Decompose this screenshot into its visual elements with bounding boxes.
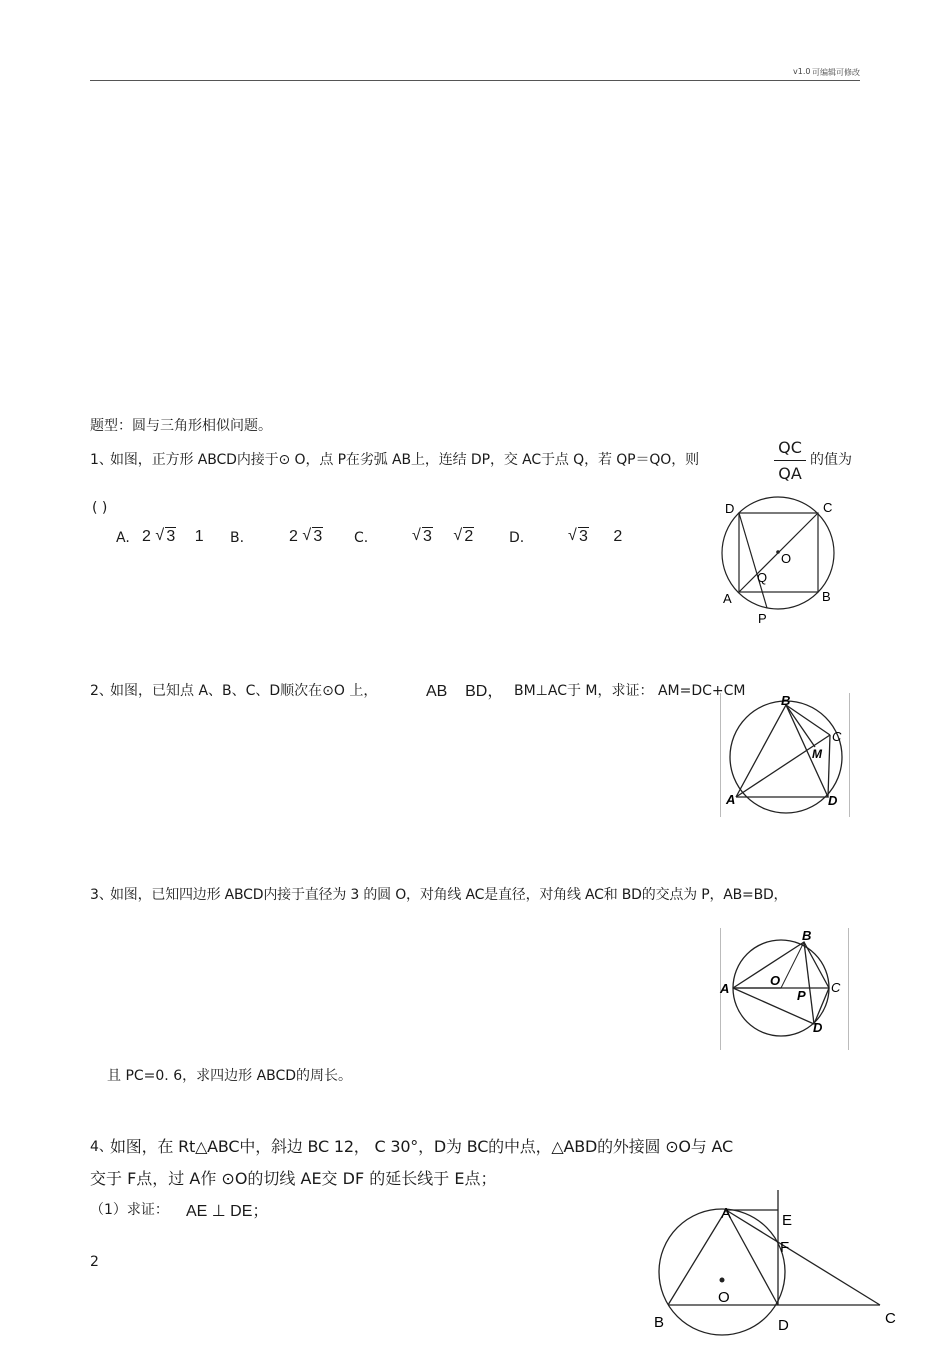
q1-option-a-coef: 2 [142,528,151,545]
q2-label-c: C [832,729,842,744]
q2-number: 2、 [90,683,113,699]
q2-circle [730,701,842,813]
q1-option-b [289,528,323,546]
q3-label-a: A [720,981,730,996]
q4-segment-ac [726,1210,880,1305]
q3-number: 3、 [90,887,113,903]
q3-label-b: B [802,928,812,943]
q1-figure [715,495,845,630]
q1-frac-denominator: QA [778,464,802,483]
q4-figure [648,1190,903,1340]
q1-option-c-sqrt1 [412,528,433,546]
q4-part1-label: （1）求证： [90,1202,169,1218]
q1-paren: ( ) [92,500,108,516]
q1-segment-dp [739,513,767,608]
q1-center-dot [776,550,780,554]
q2-figure [720,693,850,818]
q2-tail: BM⊥AC于 M，求证： AM=DC+CM [514,683,746,699]
q3-text: 如图，已知四边形 ABCD内接于直径为 3 的圆 O，对角线 AC是直径，对角线 AC和 BD的交点为 P，AB=BD， [110,887,788,903]
q2-label-a: A [726,792,736,807]
q4-segment-ad [726,1210,778,1305]
q1-label-c: C [823,500,833,515]
q3-label-o: O [770,973,781,988]
q1-option-d-sqrt [568,528,589,546]
q3-text2: 且 PC=0. 6，求四边形 ABCD的周长。 [107,1068,353,1084]
q3-label-d: D [813,1020,823,1035]
header-note: 可编辑可修改 [812,68,860,77]
q1-frac-bar [774,460,806,461]
q1-label-b: B [822,589,831,604]
q1-option-d-radicand: 3 [579,528,588,545]
q1-option-c-radicand2: 2 [464,528,474,545]
q1-fraction [774,438,806,483]
q4-center-dot [720,1278,725,1283]
q1-number: 1、 [90,452,113,468]
q4-part1-math: AE ⊥ DE； [186,1203,269,1220]
q1-option-a-label: A. [116,530,130,546]
q1-option-b-coef: 2 [289,528,298,545]
q1-option-a-rest: 1 [194,528,204,545]
q1-frac-numerator: QC [778,438,802,457]
page-number: 2 [90,1254,99,1270]
q1-option-b-label: B. [230,530,245,546]
q1-option-a [142,528,204,546]
q3-label-p: P [797,988,806,1003]
q1-label-q: Q [757,570,768,585]
q4-label-a: A [721,1205,732,1222]
q2-label-d: D [828,793,838,808]
q4-line1: 如图，在 Rt△ABC中，斜边 BC 12， C 30°，D为 BC的中点，△ABD的外接圆 ⊙O与 AC [110,1137,733,1156]
q3-diagonal-bd [804,942,814,1024]
q4-circle [659,1209,785,1335]
q1-option-a-sqrt [155,528,176,546]
q1-tail: 的值为 [810,452,852,468]
q4-label-f: F [780,1239,790,1256]
q1-option-b-radicand: 3 [313,528,323,545]
q1-option-d-rest: 2 [613,528,623,545]
q1-label-p: P [758,611,767,626]
q2-text: 如图，已知点 A、B、C、D顺次在⊙O 上， [110,683,378,699]
q1-label-d: D [725,501,735,516]
q4-label-c: C [885,1310,896,1327]
q1-label-o: O [781,551,792,566]
q4-label-d: D [778,1317,789,1334]
section-title: 题型：圆与三角形相似问题。 [90,418,272,434]
q2-math: AB BD， [426,683,504,700]
q1-option-b-sqrt [302,528,323,546]
q1-option-c-sqrt2 [453,528,474,546]
q1-option-d-label: D. [509,530,525,546]
q4-line2: 交于 F点，过 A作 ⊙O的切线 AE交 DF 的延长线于 E点； [90,1169,497,1188]
q1-option-c [412,528,474,546]
q2-label-m: M [812,747,822,761]
q4-number: 4、 [90,1139,113,1155]
header-rule [90,80,860,81]
q1-option-a-radicand: 3 [166,528,176,545]
q1-label-a: A [723,591,732,606]
q3-label-c: C [831,980,841,995]
q3-figure [720,928,850,1050]
q2-label-b: B [781,693,791,708]
q1-option-d [568,528,622,546]
header-version: v1.0 [793,67,811,76]
q4-label-e: E [782,1212,793,1229]
q4-label-b: B [654,1314,665,1331]
q4-label-o: O [718,1289,730,1306]
q2-segment-ac [736,735,830,797]
q1-option-c-label: C. [354,530,369,546]
q1-option-c-radicand1: 3 [423,528,432,545]
q2-segment-bm [786,705,815,747]
q2-segment-cd [828,735,830,797]
q1-text: 如图，正方形 ABCD内接于⊙ O，点 P在劣弧 AB上，连结 DP，交 AC于点 Q，若 QP＝QO，则 [110,452,700,468]
